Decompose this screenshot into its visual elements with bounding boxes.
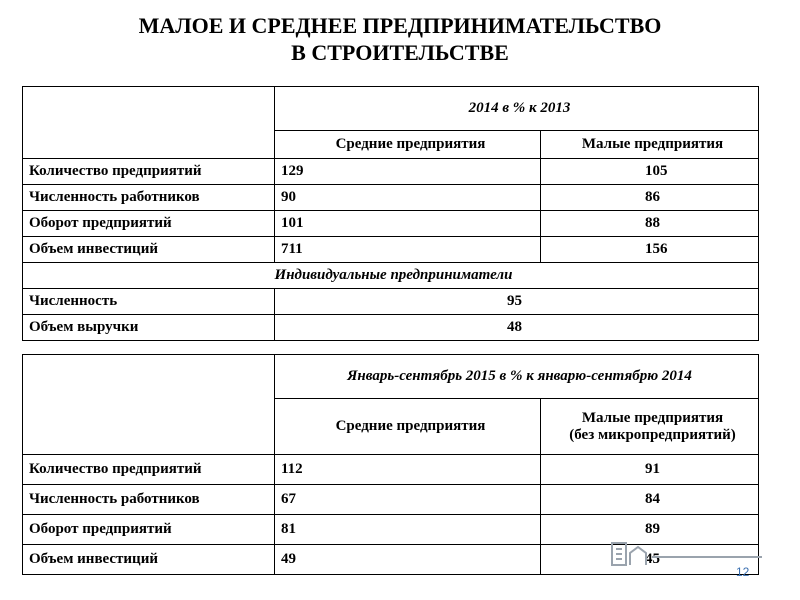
table-row: [23, 211, 759, 237]
row-label: Количество предприятий: [23, 159, 275, 185]
col-header-small-line2: (без микропредприятий): [569, 426, 736, 443]
table-row: [23, 159, 759, 185]
medium-value: 112: [275, 455, 541, 485]
row-label: Объем инвестиций: [23, 237, 275, 263]
period-header: Январь-сентябрь 2015 в % к январю-сентябрю 2014: [275, 355, 759, 399]
col-header-medium: Средние предприятия: [275, 131, 541, 159]
row-label: Численность работников: [23, 185, 275, 211]
medium-value: 90: [275, 185, 541, 211]
table-row: [23, 455, 759, 485]
small-value: 86: [541, 185, 759, 211]
table-row: [23, 289, 759, 315]
medium-value: 49: [275, 545, 541, 575]
row-label: Объем инвестиций: [23, 545, 275, 575]
small-value: 89: [541, 515, 759, 545]
col-header-small-line1: Малые предприятия: [581, 409, 724, 426]
row-label: Оборот предприятий: [23, 515, 275, 545]
title-line-1: МАЛОЕ И СРЕДНЕЕ ПРЕДПРИНИМАТЕЛЬСТВО: [138, 13, 662, 38]
table-row: [23, 315, 759, 341]
medium-value: 67: [275, 485, 541, 515]
table-2014: [22, 86, 759, 341]
medium-value: 711: [275, 237, 541, 263]
medium-value: 129: [275, 159, 541, 185]
title-line-2: В СТРОИТЕЛЬСТВЕ: [291, 40, 509, 65]
row-label: Численность работников: [23, 485, 275, 515]
row-label: Оборот предприятий: [23, 211, 275, 237]
small-value: 156: [541, 237, 759, 263]
small-value: 84: [541, 485, 759, 515]
row-label: Объем выручки: [23, 315, 275, 341]
ip-value: 95: [275, 289, 759, 315]
page-number: 12: [736, 565, 750, 579]
small-value: 45: [541, 545, 759, 575]
col-header-small: [541, 399, 759, 455]
table-row: [23, 485, 759, 515]
ip-value: 48: [275, 315, 759, 341]
medium-value: 101: [275, 211, 541, 237]
row-label: Численность: [23, 289, 275, 315]
small-value: 91: [541, 455, 759, 485]
col-header-medium: Средние предприятия: [275, 399, 541, 455]
medium-value: 81: [275, 515, 541, 545]
small-value: 88: [541, 211, 759, 237]
table-row: [23, 185, 759, 211]
ip-section-header: Индивидуальные предприниматели: [23, 263, 759, 289]
row-label: Количество предприятий: [23, 455, 275, 485]
table-row: [23, 237, 759, 263]
small-value: 105: [541, 159, 759, 185]
col-header-small: Малые предприятия: [541, 131, 759, 159]
page-title: [0, 12, 800, 66]
corner-cell: [23, 87, 275, 159]
period-header: 2014 в % к 2013: [275, 87, 759, 131]
corner-cell: [23, 355, 275, 455]
